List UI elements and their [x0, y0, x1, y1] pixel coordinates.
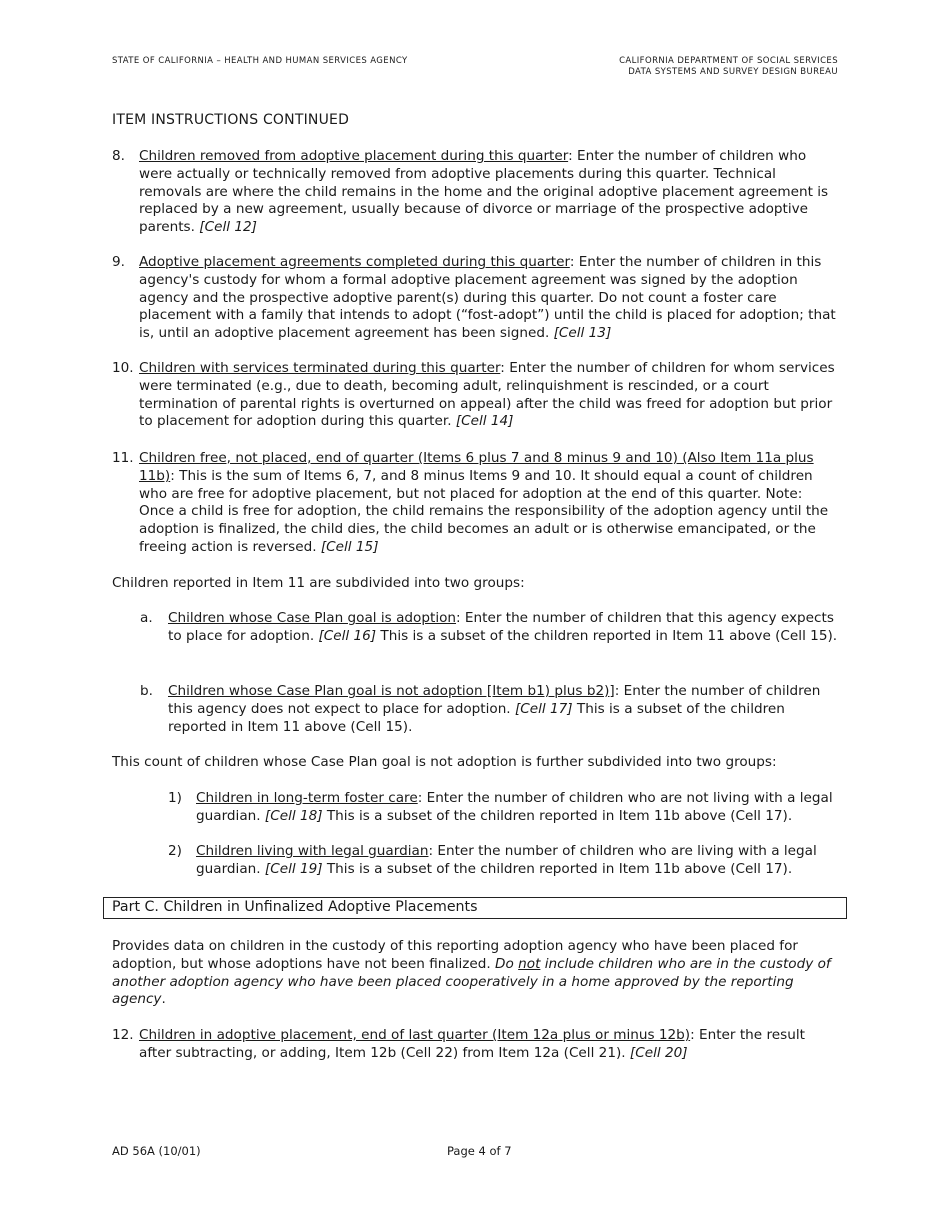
item-title: Adoptive placement agreements completed during this quarter	[139, 254, 570, 270]
cell-ref: [Cell 16]	[318, 627, 377, 644]
item-text: : Enter the result after subtracting, or adding, Item 12b (Cell 22) from Item 12a (Cell 21).	[139, 1027, 805, 1061]
item-body	[139, 254, 840, 343]
item-text: : Enter the number of children for whom services were terminated (e.g., due to death, becoming adult, relinquishment is rescinded, or a court termination of parental rights is overturned on appeal) after the child was freed for adoption but prior to placement for adoption during this quarter.	[139, 360, 835, 430]
header-agency: STATE OF CALIFORNIA – HEALTH AND HUMAN SERVICES AGENCY	[112, 56, 408, 66]
subitem-b	[140, 683, 840, 736]
cell-ref: [Cell 14]	[455, 413, 514, 430]
item-number: 10.	[112, 360, 134, 376]
subitem-letter: b.	[140, 683, 153, 699]
part-c-title: Part C. Children in Unfinalized Adoptive Placements	[112, 899, 478, 915]
item-body	[139, 450, 840, 557]
subsubitem-text: : Enter the number of children who are not living with a legal guardian.	[196, 790, 833, 824]
footer-page-number: Page 4 of 7	[447, 1144, 512, 1158]
subsubitem-1	[168, 790, 840, 826]
item-body	[139, 148, 840, 237]
cell-ref: [Cell 13]	[553, 325, 612, 342]
item-11	[112, 450, 840, 557]
item-number: 11.	[112, 450, 134, 466]
cell-ref: [Cell 18]	[264, 807, 323, 824]
subsubitem-number: 2)	[168, 843, 182, 859]
subsubitem-tail: This is a subset of the children reported in Item 11b above (Cell 17).	[322, 807, 793, 824]
header-department	[619, 56, 838, 78]
item-title: Children removed from adoptive placement during this quarter	[139, 148, 569, 164]
item-text: : Enter the number of children who were actually or technically removed from adoptive placements during this quarter. Technical removals are where the child remains in the home and the original adoptive placement agreement is replaced by a new agreement, usually because of divorce or marriage of the prospective adoptive parents.	[139, 148, 829, 236]
part-c-intro	[112, 938, 840, 1009]
part-c-intro-italic-a: Do	[495, 955, 519, 972]
subsubitem-title: Children in long-term foster care	[196, 790, 418, 806]
item-number: 12.	[112, 1027, 134, 1043]
item-title: Children with services terminated during this quarter	[139, 360, 501, 376]
item-title: Children free, not placed, end of quarter (Items 6 plus 7 and 8 minus 9 and 10) (Also Item 11a plus 11b)	[139, 450, 814, 484]
item-number: 9.	[112, 254, 125, 270]
part-c-intro-plain: Provides data on children in the custody of this reporting adoption agency who have been placed for adoption, but whose adoptions have not been finalized.	[112, 938, 798, 972]
further-intro: This count of children whose Case Plan goal is not adoption is further subdivided into two groups:	[112, 754, 777, 770]
subitem-tail: This is a subset of the children reported in Item 11 above (Cell 15).	[168, 700, 785, 735]
subitem-text: : Enter the number of children this agency does not expect to place for adoption.	[168, 683, 821, 717]
item-text: : This is the sum of Items 6, 7, and 8 minus Items 9 and 10. It should equal a count of children who are free for adoptive placement, but not placed for adoption at the end of this quarter. Note: Once a child is free for adoption, the child remains the responsibility of the adoption agency until the adoption is finalized, the child dies, the child becomes an adult or is otherwise emancipated, or the freeing action is reversed.	[139, 467, 829, 555]
item-body	[139, 360, 840, 431]
subitem-body	[168, 610, 840, 646]
subitem-a	[140, 610, 840, 646]
header-department-line1: CALIFORNIA DEPARTMENT OF SOCIAL SERVICES	[619, 56, 838, 66]
item-10	[112, 360, 840, 431]
subitem-title: Children whose Case Plan goal is not adoption [Item b1) plus b2)]	[168, 683, 615, 699]
subdivided-intro: Children reported in Item 11 are subdivided into two groups:	[112, 575, 525, 591]
subsubitem-title: Children living with legal guardian	[196, 843, 429, 859]
subitem-title: Children whose Case Plan goal is adoption	[168, 610, 457, 626]
cell-ref: [Cell 17]	[514, 700, 573, 717]
subitem-text: : Enter the number of children that this agency expects to place for adoption.	[168, 610, 834, 644]
part-c-intro-italic-b: include children who are in the custody of another adoption agency who have been placed cooperatively in a home approved by the reporting agency	[112, 955, 831, 1008]
header-department-line2: DATA SYSTEMS AND SURVEY DESIGN BUREAU	[628, 67, 838, 77]
item-9	[112, 254, 840, 343]
subitem-body	[168, 683, 840, 736]
part-c-intro-end: .	[161, 991, 166, 1008]
item-title: Children in adoptive placement, end of last quarter (Item 12a plus or minus 12b)	[139, 1027, 691, 1043]
part-c-intro-not: not	[518, 955, 541, 972]
footer-form-number: AD 56A (10/01)	[112, 1144, 201, 1158]
subsubitem-2	[168, 843, 840, 879]
cell-ref: [Cell 19]	[264, 860, 323, 877]
cell-ref: [Cell 12]	[199, 219, 257, 236]
item-text: : Enter the number of children in this agency's custody for whom a formal adoptive placement agreement was signed by the adoption agency and the prospective adoptive parent(s) during this quarter. Do not count a foster care placement with a family that intends to adopt (“fost-adopt”) until the child is placed for adoption; that is, until an adoptive placement agreement has been signed.	[139, 254, 836, 342]
subsubitem-body	[196, 790, 840, 826]
subitem-letter: a.	[140, 610, 153, 626]
subsubitem-body	[196, 843, 840, 879]
cell-ref: [Cell 20]	[629, 1044, 688, 1061]
item-body	[139, 1027, 840, 1063]
part-c-heading	[103, 897, 847, 919]
cell-ref: [Cell 15]	[320, 538, 379, 555]
section-title: ITEM INSTRUCTIONS CONTINUED	[112, 112, 350, 128]
item-12	[112, 1027, 840, 1063]
subsubitem-number: 1)	[168, 790, 182, 806]
subitem-tail: This is a subset of the children reported in Item 11 above (Cell 15).	[376, 627, 838, 644]
subsubitem-text: : Enter the number of children who are living with a legal guardian.	[196, 843, 817, 877]
subsubitem-tail: This is a subset of the children reported in Item 11b above (Cell 17).	[322, 860, 793, 877]
item-8	[112, 148, 840, 237]
item-number: 8.	[112, 148, 125, 164]
